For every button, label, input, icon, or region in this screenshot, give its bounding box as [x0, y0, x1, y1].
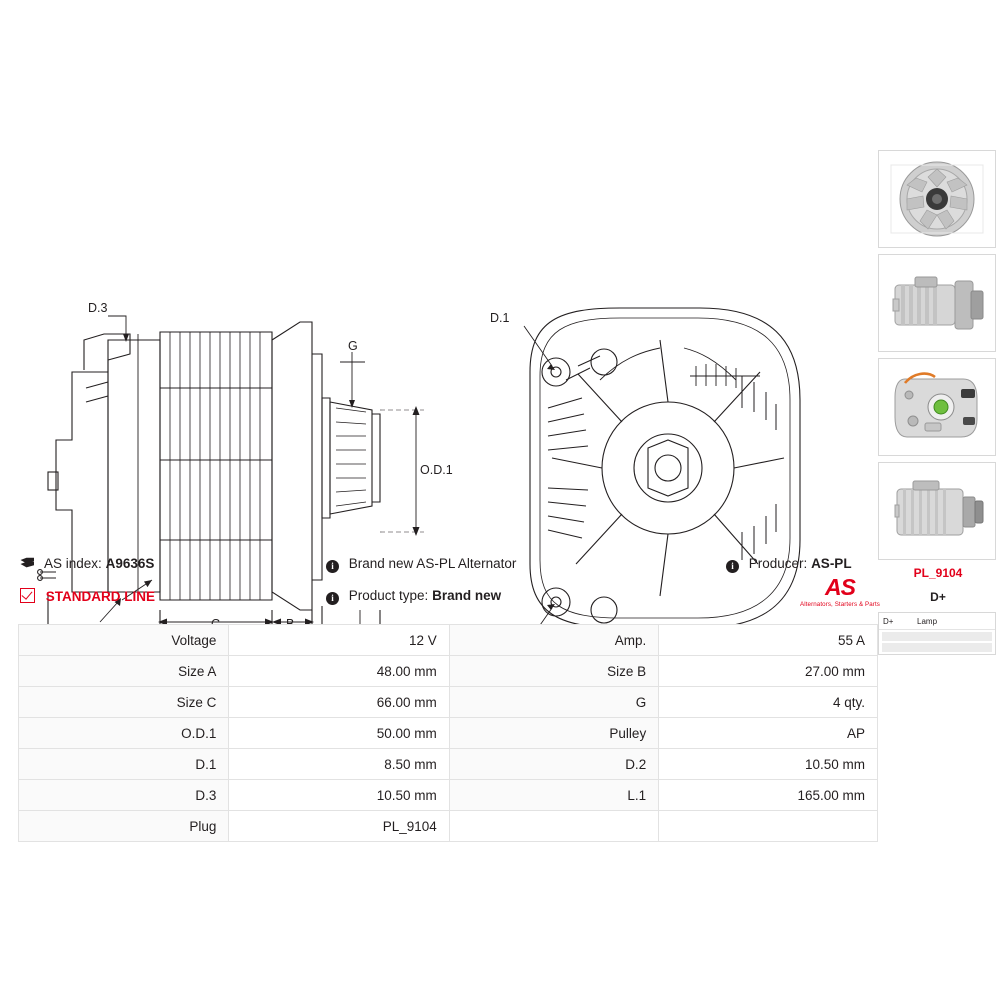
spec-label: D.2 [449, 749, 658, 780]
product-photo-rear[interactable] [878, 358, 996, 456]
spec-value: 10.50 mm [229, 780, 449, 811]
spec-label: D.1 [19, 749, 229, 780]
table-row [19, 780, 878, 811]
specifications-table [18, 624, 878, 842]
spec-label: D.3 [19, 780, 229, 811]
technical-drawings [0, 140, 880, 540]
spec-label: Size C [19, 687, 229, 718]
table-row [19, 656, 878, 687]
as-pl-logo-subtitle: Alternators, Starters & Parts [800, 601, 880, 608]
spec-label: L.1 [449, 780, 658, 811]
table-row [19, 811, 878, 842]
plug-pinout-bar [882, 632, 992, 641]
standard-line-label: STANDARD LINE [45, 589, 156, 604]
spec-value: 48.00 mm [229, 656, 449, 687]
spec-value: PL_9104 [229, 811, 449, 842]
product-photo-thumbnails [878, 150, 998, 850]
spec-empty-cell [659, 811, 878, 842]
plug-pinout-bar [882, 643, 992, 652]
info-icon: i [726, 560, 739, 573]
label-d1: D.1 [490, 311, 510, 325]
as-pl-logo-mark: AS [825, 574, 855, 600]
spec-label: Plug [19, 811, 229, 842]
spec-label: Size B [449, 656, 658, 687]
label-od1: O.D.1 [420, 463, 453, 477]
as-index-label: AS index: [44, 556, 102, 571]
table-row [19, 749, 878, 780]
product-photo-front[interactable] [878, 150, 996, 248]
brand-new-text: Brand new AS-PL Alternator [348, 556, 517, 571]
tag-icon [20, 557, 35, 570]
check-icon [20, 588, 35, 603]
spec-value: 10.50 mm [659, 749, 878, 780]
as-pl-logo [800, 576, 880, 608]
producer-label: Producer: [748, 556, 808, 571]
product-photo-side[interactable] [878, 254, 996, 352]
product-info-row [20, 552, 880, 612]
spec-value: 8.50 mm [229, 749, 449, 780]
spec-label: Voltage [19, 625, 229, 656]
spec-value: 12 V [229, 625, 449, 656]
spec-value: 50.00 mm [229, 718, 449, 749]
spec-label: Size A [19, 656, 229, 687]
info-icon: i [326, 560, 339, 573]
product-type-block [326, 588, 501, 605]
table-row [19, 625, 878, 656]
plug-pin-function: Lamp [917, 616, 938, 626]
standard-line-block [20, 588, 155, 604]
spec-value: 66.00 mm [229, 687, 449, 718]
plug-pinout-row [879, 613, 995, 630]
product-photo-pulley-side[interactable] [878, 462, 996, 560]
label-g: G [348, 339, 358, 353]
spec-value: 55 A [659, 625, 878, 656]
spec-empty-cell [449, 811, 658, 842]
as-index-block [20, 556, 154, 571]
product-type-value: Brand new [432, 588, 502, 603]
spec-value: AP [659, 718, 878, 749]
plug-pinout-table [878, 612, 996, 655]
info-icon: i [326, 592, 339, 605]
dplus-label: D+ [930, 590, 946, 604]
spec-label: G [449, 687, 658, 718]
as-index-value: A9636S [105, 556, 155, 571]
plug-pin-name: D+ [883, 616, 894, 626]
table-row [19, 718, 878, 749]
producer-value: AS-PL [811, 556, 852, 571]
spec-label: Pulley [449, 718, 658, 749]
producer-block [726, 556, 852, 573]
product-type-label: Product type: [348, 588, 429, 603]
spec-label: Amp. [449, 625, 658, 656]
label-d3: D.3 [88, 301, 108, 315]
spec-label: O.D.1 [19, 718, 229, 749]
table-row [19, 687, 878, 718]
plug-code-label: PL_9104 [913, 566, 963, 580]
brand-new-block [326, 556, 516, 573]
spec-value: 4 qty. [659, 687, 878, 718]
spec-value: 27.00 mm [659, 656, 878, 687]
spec-value: 165.00 mm [659, 780, 878, 811]
